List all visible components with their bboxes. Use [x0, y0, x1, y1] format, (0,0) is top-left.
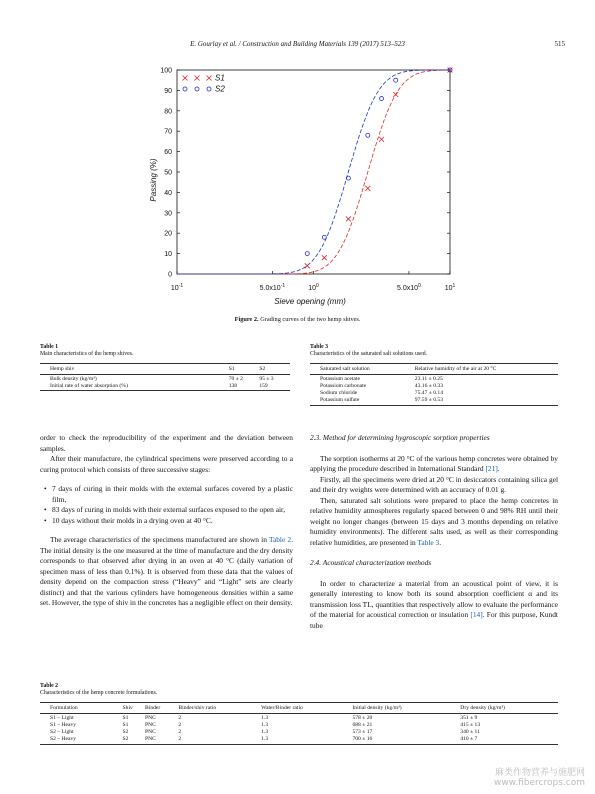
- left-column: [40, 433, 293, 609]
- table-cell: Sodium chloride: [320, 389, 358, 396]
- table-3-header: Saturated salt solution: [310, 364, 415, 375]
- table-cell: 138: [229, 382, 260, 391]
- table-row: [40, 736, 558, 745]
- table-1-title: Main characteristics of the hemp shives.: [40, 351, 134, 357]
- data-point-s1: [365, 186, 370, 191]
- table-3-grid: [310, 363, 558, 406]
- legend-marker-s2: [183, 87, 187, 91]
- table-cell: 1.3: [261, 721, 269, 728]
- paragraph: order to check the reproducibility of the experiment and the deviation between samples.: [40, 433, 293, 453]
- grading-curve-chart: [140, 58, 470, 313]
- table-cell: 23.11 ± 0.25: [414, 375, 443, 382]
- table-2-header: Shiv: [123, 703, 145, 714]
- table-cell: 2: [178, 728, 182, 735]
- table-1-header: S2: [259, 364, 290, 375]
- table-row: [310, 397, 558, 406]
- data-point-s1: [305, 263, 310, 268]
- table-cell: S1 – Heavy: [50, 721, 77, 728]
- data-point-s2: [305, 252, 309, 256]
- table-cell: S2: [123, 736, 145, 745]
- table-cell: 1.3: [261, 728, 269, 735]
- y-axis-label: Passing (%): [149, 158, 158, 202]
- table-cell: 159: [259, 382, 290, 391]
- text-run: . For this purpose, Kundt tube: [310, 610, 558, 630]
- section-heading-2-4: 2.4. Acoustical characterization methods: [310, 558, 432, 567]
- table-2-header: Formulation: [40, 703, 123, 714]
- data-point-s1: [346, 216, 351, 221]
- y-tick-label: 70: [164, 128, 172, 136]
- table-cell: S2 – Heavy: [40, 736, 123, 745]
- table-cell: 700 ± 16: [352, 736, 460, 745]
- table-cell: 340 ± 11: [460, 728, 480, 735]
- legend-marker-s1: [195, 76, 200, 81]
- list-item: • 7 days of curing in their molds with the external surfaces covered by a plastic film,: [46, 484, 293, 505]
- table-cell: 75.47 ± 0.14: [414, 389, 444, 396]
- list-item: • 83 days of curing in molds with their external surfaces exposed to the open air,: [46, 505, 293, 516]
- table-3-header: Relative humidity of the air at 20 °C: [415, 364, 558, 375]
- table-row: [40, 728, 558, 735]
- chart-frame: [177, 70, 450, 274]
- chart-legend: [183, 74, 226, 94]
- y-tick-label: 50: [164, 169, 172, 177]
- table-cell: S2: [122, 728, 129, 735]
- table-1-grid: [40, 363, 290, 391]
- list-item: • 10 days without their molds in a drying oven at 40 °C.: [46, 516, 293, 527]
- y-tick-label: 0: [168, 271, 172, 279]
- table-2-header: Binder/shiv ratio: [178, 703, 261, 714]
- table-cell: PNC: [145, 714, 156, 721]
- x-tick-label: $10^0$: [308, 283, 319, 292]
- watermark-url: www.fibercrops.com: [494, 778, 585, 788]
- y-tick-label: 30: [164, 210, 172, 218]
- y-tick-label: 40: [164, 189, 172, 197]
- data-point-s2: [366, 133, 370, 137]
- fit-curves: [177, 70, 450, 274]
- legend-marker-s1: [183, 76, 188, 81]
- table-2-grid: [40, 702, 558, 745]
- table-row: [40, 375, 290, 383]
- x-axis-label: Sieve opening (mm): [274, 297, 346, 306]
- table-1-header: S1: [229, 364, 260, 375]
- y-tick-label: 20: [164, 230, 172, 238]
- x-tick-label: $5.0x10^{-1}$: [259, 283, 286, 292]
- table-2-label: Table 2: [40, 683, 58, 689]
- table-row: [40, 721, 558, 728]
- table-cell: 70 ± 2: [228, 375, 243, 382]
- legend-label: S2: [215, 84, 225, 94]
- table-cell: 688 ± 21: [352, 721, 373, 728]
- y-tick-label: 60: [164, 149, 172, 157]
- paragraph: Firstly, all the specimens were dried at 20 °C in desiccators containing silica gel and their dry weights were determined with an accuracy of 0.01 g.: [310, 474, 558, 494]
- table-cell: Potassium acetate: [320, 375, 360, 382]
- data-points: [305, 68, 453, 269]
- table-cell: S1 – Light: [50, 714, 74, 721]
- table-cell: 351 ± 9: [460, 714, 478, 721]
- table-2-header: Dry density (kg/m³): [460, 703, 558, 714]
- legend-marker-s1: [207, 76, 212, 81]
- text-run: The sorption isotherms at 20 °C of the various hemp concretes were obtained by applying the procedure described in International Standard: [310, 453, 558, 473]
- fit-curve-s2: [177, 70, 450, 274]
- legend-marker-s2: [207, 87, 211, 91]
- table-cell: 415 ± 13: [460, 721, 481, 728]
- y-tick-label: 80: [164, 108, 172, 116]
- table-1-label: Table 1: [40, 344, 58, 350]
- x-tick-label: $10^1$: [444, 283, 456, 292]
- table-cell: PNC: [145, 728, 156, 735]
- text-run: The average characteristics of the specimens manufactured are shown in: [50, 535, 269, 544]
- table-cell: 95 ± 3: [259, 375, 274, 382]
- plot-frame: [177, 70, 450, 274]
- table-1-header: Hemp shiv: [40, 364, 229, 375]
- table-2-title: Characteristics of the hemp concrete formulations.: [40, 690, 158, 696]
- table-cell: 97.59 ± 0.53: [415, 397, 558, 406]
- paragraph: After their manufacture, the cylindrical specimens were preserved according to a curing protocol which consists of three successive stages:: [40, 454, 293, 474]
- curing-stages-list: [40, 484, 293, 526]
- table-cell: S1: [122, 721, 129, 728]
- data-point-s1: [379, 137, 384, 142]
- data-point-s2: [380, 97, 384, 101]
- table-3: [310, 344, 558, 406]
- table-row: [40, 382, 290, 391]
- table-2-header: Binder: [145, 703, 178, 714]
- x-tick-label: $10^{-1}$: [170, 283, 184, 292]
- data-point-s1: [393, 92, 398, 97]
- table-row: [310, 389, 558, 396]
- text-run: Then, saturated salt solutions were prepared to place the hemp concretes in relative humidity atmospheres regularly spaced between 0 and 98% RH until their weight no longer changes (between 15 days and 3 months depending on relative humidity environments). The different salts used, as well as their corresponding relative humidities, are presented in: [310, 495, 558, 547]
- table-cell: 573 ± 17: [352, 728, 373, 735]
- table-cell: PNC: [145, 721, 156, 728]
- watermark: [494, 768, 585, 788]
- table-cell: Bulk density (kg/m³): [50, 375, 97, 382]
- page-number: 515: [554, 40, 565, 48]
- table-cell: 410 ± 7: [460, 736, 558, 745]
- table-row: [310, 375, 558, 383]
- table-2-header: Water/Binder ratio: [261, 703, 352, 714]
- table-cell: S2 – Light: [50, 728, 74, 735]
- table-cell: PNC: [145, 736, 178, 745]
- paragraph: [40, 535, 293, 609]
- y-tick-label: 90: [164, 87, 172, 95]
- table-3-title: Characteristics of the saturated salt solutions used.: [310, 351, 428, 357]
- figure-caption: [0, 316, 595, 323]
- data-point-s2: [322, 235, 326, 239]
- legend-marker-s2: [195, 87, 199, 91]
- table-3-label: Table 3: [310, 344, 328, 350]
- legend-label: S1: [215, 73, 225, 83]
- table-cell: 1.3: [261, 736, 352, 745]
- table-row: [310, 382, 558, 389]
- table-2: [40, 683, 558, 745]
- table-3-link[interactable]: Table 3: [417, 537, 440, 547]
- right-column: [310, 433, 558, 631]
- paragraph: [310, 579, 558, 632]
- reference-14-link[interactable]: [14]: [470, 610, 483, 619]
- reference-21-link[interactable]: [21]: [485, 464, 498, 473]
- table-1: [40, 344, 290, 391]
- section-heading-2-3: 2.3. Method for determining hygroscopic sorption properties: [310, 433, 490, 442]
- journal-citation: E. Gourlay et al. / Construction and Building Materials 139 (2017) 513–523: [190, 40, 405, 48]
- table-cell: Initial rate of water absorption (%): [40, 382, 229, 391]
- table-cell: 2: [178, 736, 261, 745]
- watermark-line: 麻类作物营养与施肥网: [494, 768, 585, 778]
- x-tick-label: $5.0x10^0$: [397, 283, 421, 292]
- figure-caption-text: Grading curves of the two hemp shives.: [260, 316, 361, 323]
- figure-label: Figure 2.: [234, 316, 259, 323]
- text-run: In order to characterize a material from an acoustical point of view, it is generally interesting to know both its sound absorption coefficient α and its transmission loss TL, quantities that respectively allow to evaluate the performance of the material for acoustical correction or insulation: [310, 578, 558, 619]
- data-point-s2: [394, 78, 398, 82]
- table-2-link[interactable]: Table 2: [268, 535, 292, 544]
- table-cell: 2: [178, 721, 182, 728]
- data-point-s1: [322, 255, 327, 260]
- paragraph: [310, 454, 558, 475]
- table-cell: 1.3: [261, 714, 269, 721]
- text-run: .: [439, 537, 442, 547]
- table-cell: Potassium carbonate: [320, 382, 367, 389]
- table-cell: 2: [178, 714, 182, 721]
- table-cell: S1: [122, 714, 129, 721]
- table-row: [40, 714, 558, 722]
- y-tick-label: 100: [160, 67, 172, 75]
- y-tick-label: 10: [164, 251, 172, 259]
- table-2-header: Initial density (kg/m³): [352, 703, 460, 714]
- y-axis-ticks: [160, 68, 450, 279]
- text-run: . The initial density is the one measured at the time of manufacture and the dry density corresponds to that observed after drying in an oven at 40 °C (daily variation of specimen mass of less than 0.1%). It is observed from these data that the values of density depend on the compaction stress (“Heavy” and “Light” sets are clearly distinct) and that the various cylinders have homogeneous densities within a same set. However, the type of shiv in the concretes has a negligible effect on their density.: [40, 535, 293, 607]
- table-cell: 578 ± 20: [352, 714, 373, 721]
- table-cell: Potassium sulfate: [310, 397, 415, 406]
- text-run: .: [497, 464, 500, 473]
- paragraph: [310, 496, 558, 549]
- table-cell: 43.16 ± 0.33: [414, 382, 444, 389]
- fit-curve-s1: [177, 70, 450, 274]
